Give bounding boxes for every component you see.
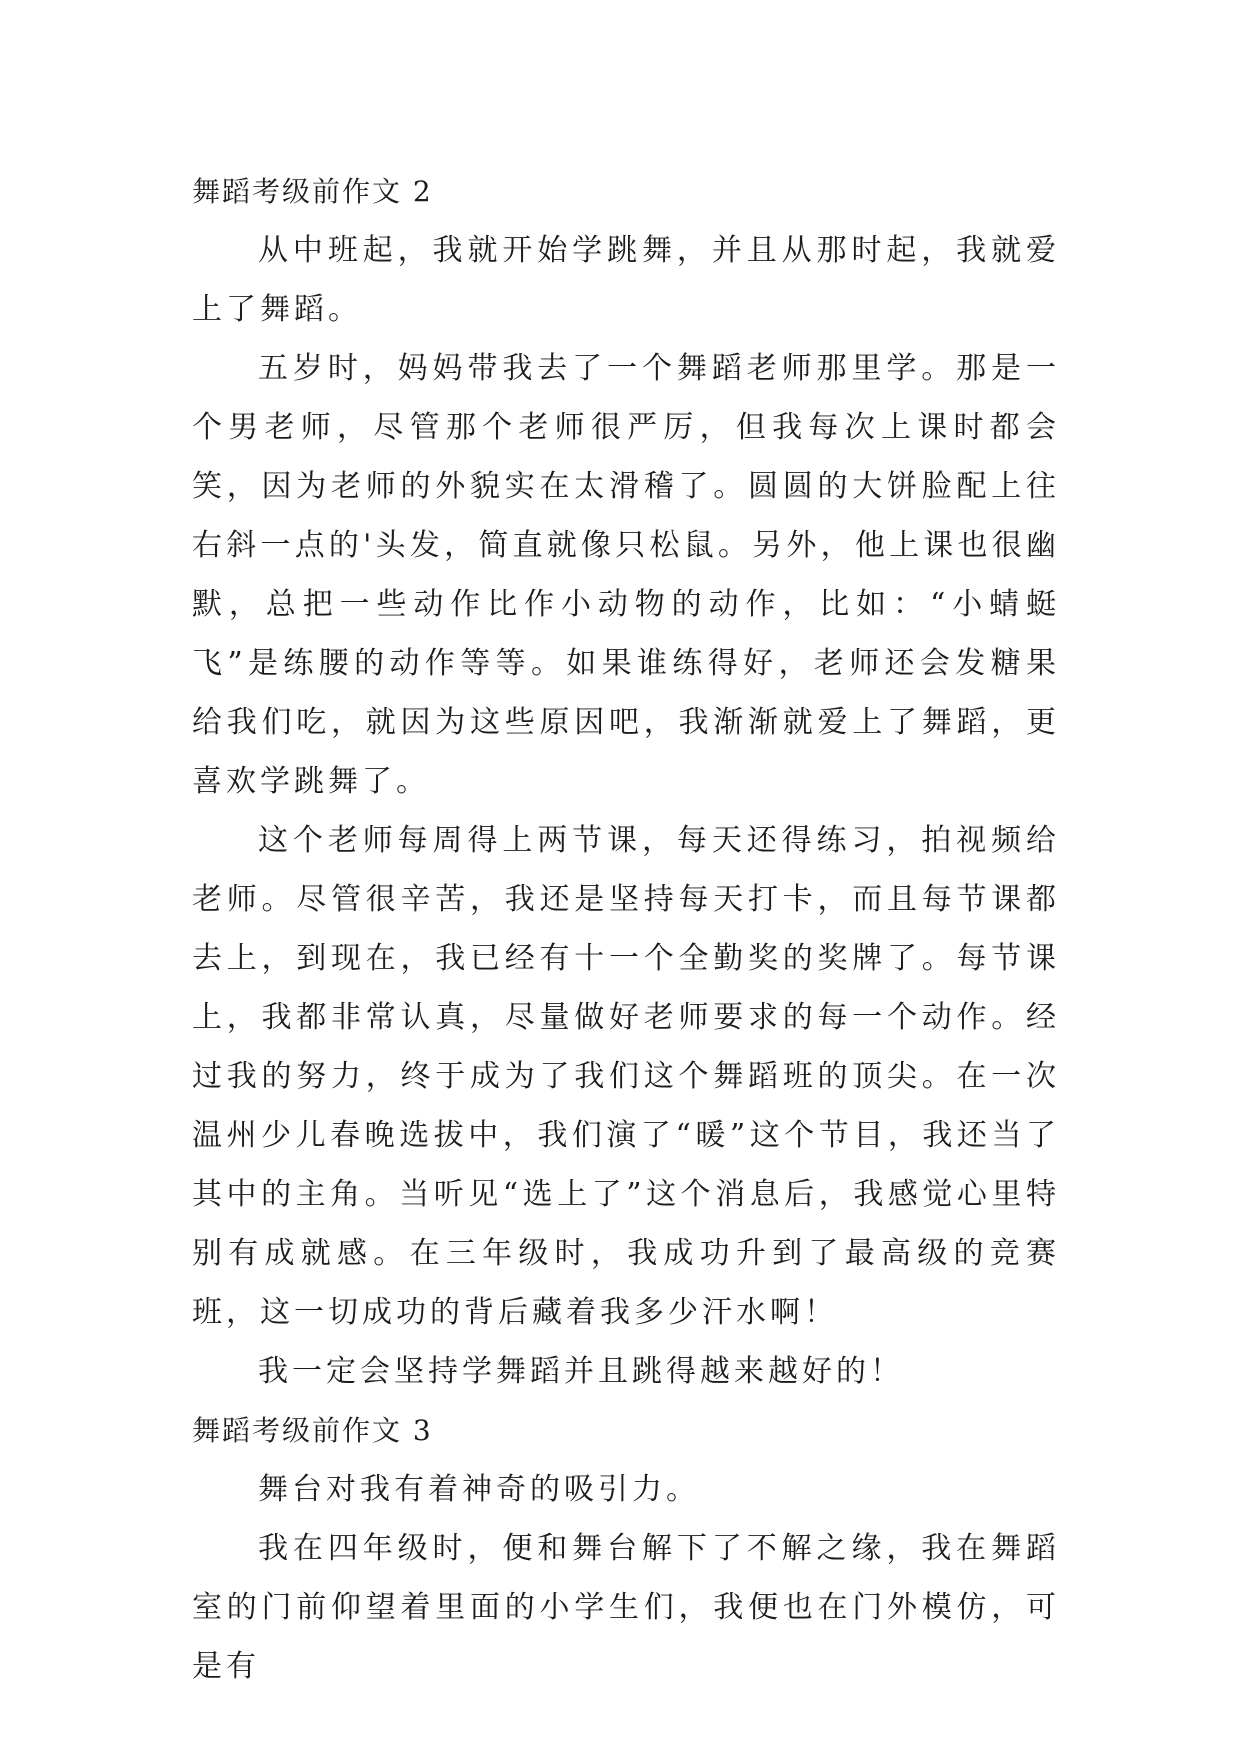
paragraph: 我在四年级时，便和舞台解下了不解之缘，我在舞蹈室的门前仰望着里面的小学生们，我便也在门外模仿，可是有 (192, 1531, 1060, 1684)
paragraph: 舞台对我有着神奇的吸引力。 (258, 1472, 700, 1507)
paragraph: 这个老师每周得上两节课，每天还得练习，拍视频给老师。尽管很辛苦，我还是坚持每天打卡，而且每节课都去上，到现在，我已经有十一个全勤奖的奖牌了。每节课上，我都非常认真，尽量做好老师要求的每一个动作。经过我的努力，终于成为了我们这个舞蹈班的顶尖。在一次温州少儿春晚选拔中，我们演了“暖”这个节目，我还当了其中的主角。当听见“选上了”这个消息后，我感觉心里特别有成就感。在三年级时，我成功升到了最高级的竞赛班，这一切成功的背后藏着我多少汗水啊！ (192, 823, 1060, 1330)
paragraph: 从中班起，我就开始学跳舞，并且从那时起，我就爱上了舞蹈。 (192, 233, 1060, 327)
paragraph: 五岁时，妈妈带我去了一个舞蹈老师那里学。那是一个男老师，尽管那个老师很严厉，但我每次上课时都会笑，因为老师的外貌实在太滑稽了。圆圆的大饼脸配上往右斜一点的'头发，简直就像只松鼠。另外，他上课也很幽默，总把一些动作比作小动物的动作，比如：“小蜻蜓飞”是练腰的动作等等。如果谁练得好，老师还会发糖果给我们吃，就因为这些原因吧，我渐渐就爱上了舞蹈，更喜欢学跳舞了。 (192, 351, 1060, 799)
essay-section-2 (192, 162, 1060, 1401)
paragraph: 我一定会坚持学舞蹈并且跳得越来越好的！ (258, 1354, 904, 1389)
section-title: 舞蹈考级前作文 3 (192, 1414, 433, 1447)
section-title: 舞蹈考级前作文 2 (192, 175, 433, 208)
document-body (192, 162, 1060, 1696)
essay-section-3 (192, 1401, 1060, 1696)
